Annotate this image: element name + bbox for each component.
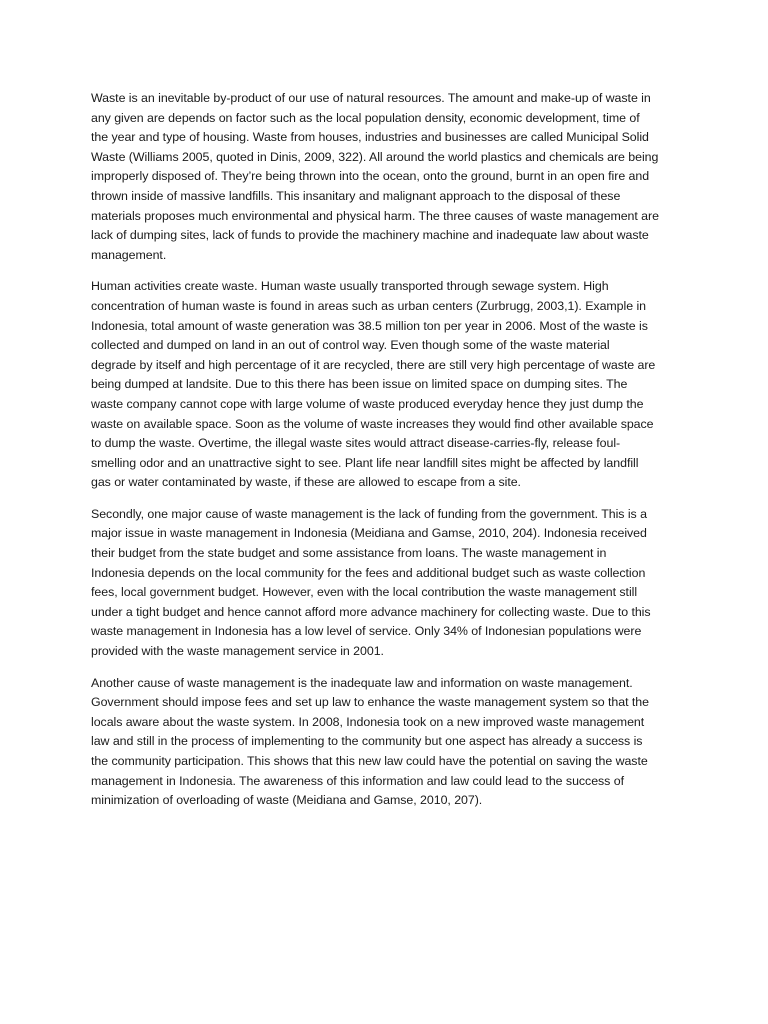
text-line: concentration of human waste is found in areas such as urban centers (Zurbrugg, 2003,1). Example in xyxy=(91,298,647,313)
text-line: provided with the waste management service in 2001. xyxy=(91,644,384,659)
text-line: Human activities create waste. Human waste usually transported through sewage system. High xyxy=(91,279,609,294)
text-line: Indonesia, total amount of waste generation was 38.5 million ton per year in 2006. Most of the waste is xyxy=(91,318,648,333)
text-line: waste on available space. Soon as the volume of waste increases they would find other available space xyxy=(91,416,654,431)
paragraph-funding xyxy=(91,505,681,662)
text-line: Government should impose fees and set up law to enhance the waste management system so that the xyxy=(91,695,649,710)
text-line: degrade by itself and high percentage of it are recycled, there are still very high percentage of waste are xyxy=(91,357,656,372)
text-line: Secondly, one major cause of waste management is the lack of funding from the government. This is a xyxy=(91,506,647,521)
text-line: Another cause of waste management is the inadequate law and information on waste management. xyxy=(91,675,633,690)
text-line: under a tight budget and hence cannot afford more advance machinery for collecting waste. Due to this xyxy=(91,604,651,619)
paragraph-intro xyxy=(91,89,681,265)
text-line: the year and type of housing. Waste from houses, industries and businesses are called Municipal Solid xyxy=(91,130,649,145)
text-line: Indonesia depends on the local community for the fees and additional budget such as waste collection xyxy=(91,565,646,580)
text-line: management in Indonesia. The awareness of this information and law could lead to the success of xyxy=(91,773,624,788)
document-body xyxy=(91,89,681,823)
text-line: waste company cannot cope with large volume of waste produced everyday hence they just dump the xyxy=(91,396,644,411)
text-line: lack of dumping sites, lack of funds to provide the machinery machine and inadequate law about waste xyxy=(91,228,649,243)
paragraph-human-activities xyxy=(91,277,681,493)
text-line: improperly disposed of. They’re being thrown into the ocean, onto the ground, burnt in an open fire and xyxy=(91,169,650,184)
text-line: collected and dumped on land in an out of control way. Even though some of the waste material xyxy=(91,338,610,353)
text-line: law and still in the process of implementing to the community but one aspect has already a success is xyxy=(91,734,643,749)
text-line: smelling odor and an unattractive sight to see. Plant life near landfill sites might be affected by landfill xyxy=(91,455,639,470)
text-line: management. xyxy=(91,247,167,262)
text-line: any given are depends on factor such as the local population density, economic development, time of xyxy=(91,110,640,125)
text-line: materials proposes much environmental and physical harm. The three causes of waste management are xyxy=(91,208,659,223)
text-line: locals aware about the waste system. In 2008, Indonesia took on a new improved waste management xyxy=(91,714,645,729)
text-line: their budget from the state budget and some assistance from loans. The waste management in xyxy=(91,546,607,561)
text-line: gas or water contaminated by waste, if these are allowed to escape from a site. xyxy=(91,475,521,490)
text-line: Waste is an inevitable by-product of our use of natural resources. The amount and make-up of waste in xyxy=(91,91,651,105)
text-line: the community participation. This shows that this new law could have the potential on saving the waste xyxy=(91,754,648,768)
text-line: Waste (Williams 2005, quoted in Dinis, 2009, 322). All around the world plastics and chemicals are being xyxy=(91,149,659,164)
text-line: thrown inside of massive landfills. This insanitary and malignant approach to the disposal of these xyxy=(91,188,621,203)
text-line: to dump the waste. Overtime, the illegal waste sites would attract disease-carries-fly, release foul- xyxy=(91,436,621,451)
text-line: being dumped at landsite. Due to this there has been issue on limited space on dumping sites. The xyxy=(91,377,628,392)
text-line: minimization of overloading of waste (Meidiana and Gamse, 2010, 207). xyxy=(91,793,483,808)
text-line: fees, local government budget. However, even with the local contribution the waste management still xyxy=(91,585,638,600)
text-line: waste management in Indonesia has a low level of service. Only 34% of Indonesian populations were xyxy=(91,624,642,639)
paragraph-law xyxy=(91,674,681,811)
text-line: major issue in waste management in Indonesia (Meidiana and Gamse, 2010, 204). Indonesia received xyxy=(91,526,647,541)
